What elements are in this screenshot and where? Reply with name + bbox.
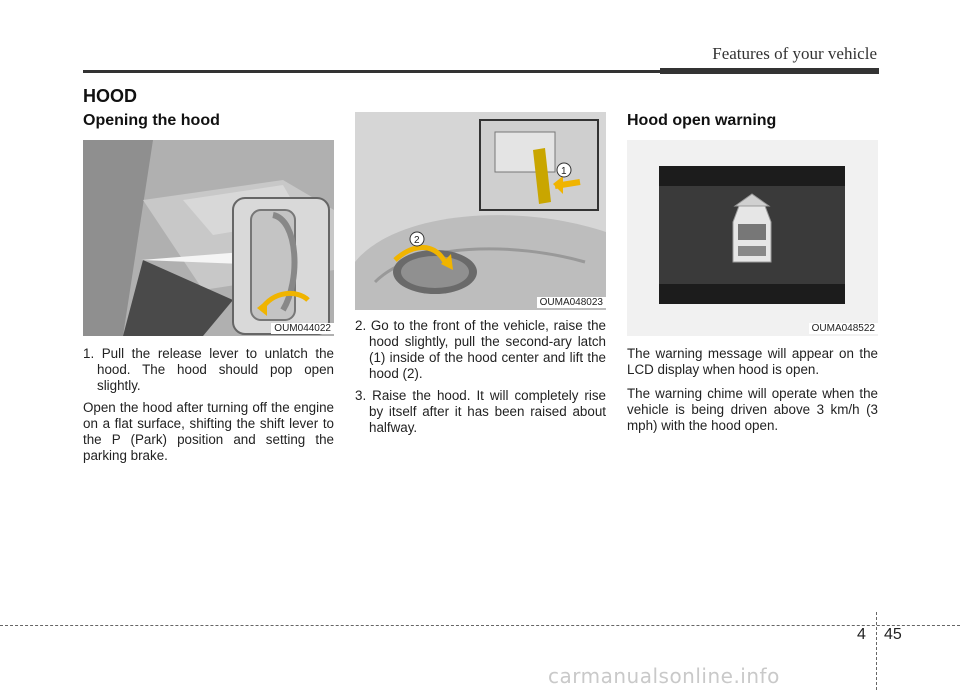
column-hood-warning bbox=[627, 112, 878, 130]
figure-hood-warning-display bbox=[627, 140, 878, 336]
figure-secondary-latch bbox=[355, 112, 606, 310]
heading-hood-open-warning: Hood open warning bbox=[627, 112, 777, 129]
column-opening-hood bbox=[83, 112, 334, 130]
car-top-view-icon bbox=[659, 166, 845, 304]
paragraph-preconditions: Open the hood after turning off the engine on a flat surface, shifting the shift lever to the P (Park) position and setting the parking brake. bbox=[83, 400, 334, 463]
running-header: Features of your vehicle bbox=[712, 44, 877, 63]
step-1: 1. Pull the release lever to unlatch the hood. The hood should pop open slightly. bbox=[83, 346, 334, 393]
figure-code: OUMA048023 bbox=[537, 297, 606, 308]
figure-code: OUM044022 bbox=[271, 323, 334, 334]
page-number: 45 bbox=[884, 626, 902, 643]
paragraph-warning-message: The warning message will appear on the LCD display when hood is open. bbox=[627, 346, 878, 377]
header-rule-accent bbox=[660, 68, 879, 74]
footer-rule bbox=[0, 625, 960, 626]
column-opening-hood-text bbox=[83, 346, 334, 464]
section-title: HOOD bbox=[83, 86, 137, 106]
column-hood-lift-text bbox=[355, 318, 606, 436]
lcd-display bbox=[659, 166, 845, 304]
chapter-number: 4 bbox=[857, 626, 866, 643]
figure-code: OUMA048522 bbox=[809, 323, 878, 334]
hood-latch-illustration bbox=[355, 112, 606, 310]
step-2: 2. Go to the front of the vehicle, raise the hood slightly, pull the second-ary latch (1) inside of the hood center and lift the hood (2). bbox=[355, 318, 606, 381]
column-hood-warning-text bbox=[627, 346, 878, 434]
callout-1: 1 bbox=[561, 166, 567, 177]
callout-2: 2 bbox=[414, 235, 420, 246]
step-3: 3. Raise the hood. It will completely rise by itself after it has been raised about halfway. bbox=[355, 388, 606, 435]
figure-release-lever bbox=[83, 140, 334, 336]
watermark: carmanualsonline.info bbox=[548, 664, 780, 688]
paragraph-warning-chime: The warning chime will operate when the vehicle is being driven above 3 km/h (3 mph) with the hood open. bbox=[627, 386, 878, 433]
heading-opening-hood: Opening the hood bbox=[83, 112, 220, 129]
release-lever-illustration bbox=[83, 140, 334, 336]
footer-divider bbox=[876, 612, 877, 690]
